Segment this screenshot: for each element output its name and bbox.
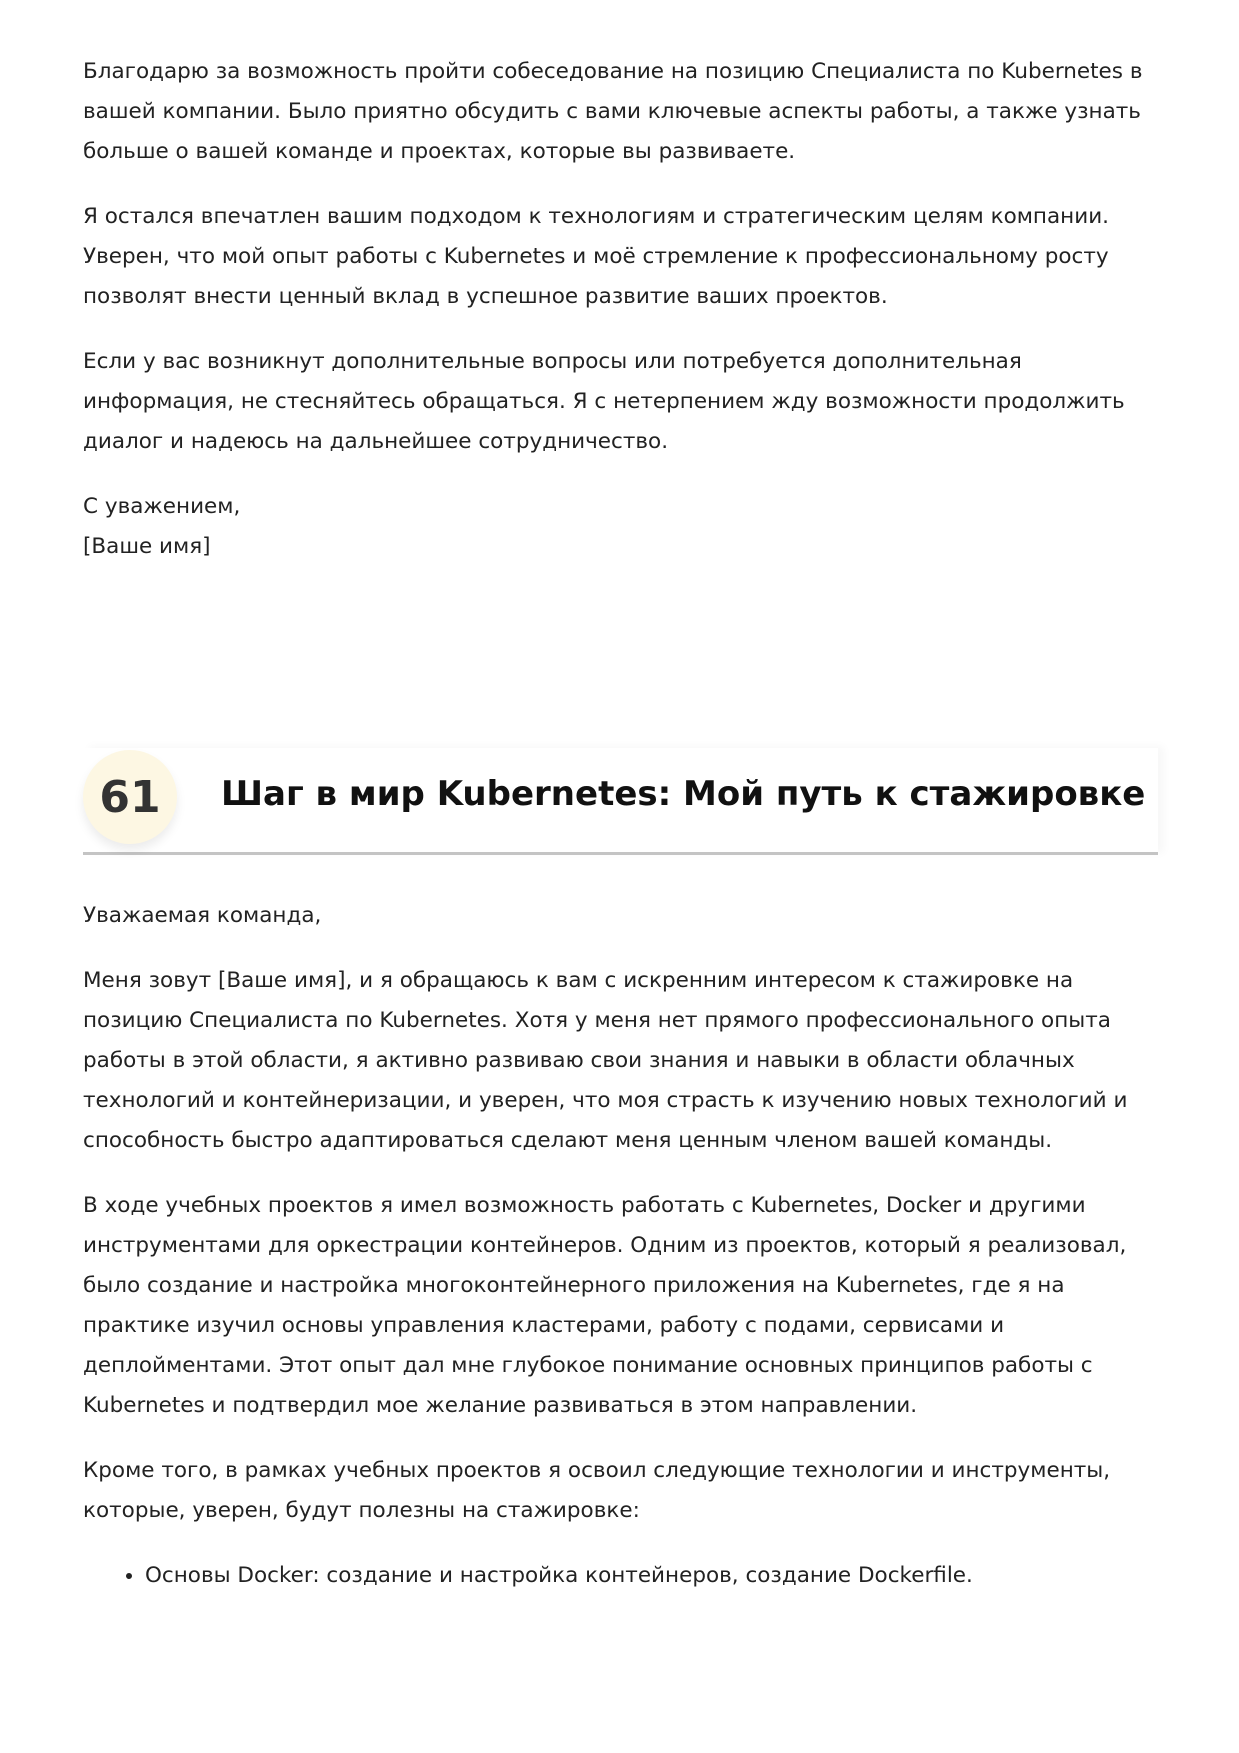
paragraph: Я остался впечатлен вашим подходом к технологиям и стратегическим целям компании. Уверен, что мой опыт работы с Kubernetes и моё стремление к профессиональному росту позволят внести ценный вклад в успешное развитие ваших проектов. <box>83 204 1110 309</box>
signature: [Ваше имя] <box>83 534 211 559</box>
paragraph: Благодарю за возможность пройти собеседование на позицию Специалиста по Kubernetes в вашей компании. Было приятно обсудить с вами ключевые аспекты работы, а также узнать больше о вашей команде и проектах, которые вы развиваете. <box>83 59 1143 164</box>
list-item: • Основы Docker: создание и настройка контейнеров, создание Dockerfile. <box>145 1556 1163 1596</box>
greeting: Уважаемая команда, <box>83 903 322 928</box>
closing: С уважением, <box>83 494 241 519</box>
previous-letter <box>83 52 1163 567</box>
paragraph: Если у вас возникнут дополнительные вопросы или потребуется дополнительная информация, не стесняйтесь обращаться. Я с нетерпением жду возможности продолжить диалог и надеюсь на дальнейшее сотрудничество. <box>83 349 1125 454</box>
paragraph: Меня зовут [Ваше имя], и я обращаюсь к вам с искренним интересом к стажировке на позицию Специалиста по Kubernetes. Хотя у меня нет прямого профессионального опыта работы в этой области, я активно развиваю свои знания и навыки в области облачных технологий и контейнеризации, и уверен, что моя страсть к изучению новых технологий и способность быстро адаптироваться сделают меня ценным членом вашей команды. <box>83 968 1128 1153</box>
section-number-badge: 61 <box>83 750 177 844</box>
paragraph: В ходе учебных проектов я имел возможность работать с Kubernetes, Docker и другими инструментами для оркестрации контейнеров. Одним из проектов, который я реализовал, было создание и настройка многоконтейнерного приложения на Kubernetes, где я на практике изучил основы управления кластерами, работу с подами, сервисами и деплойментами. Этот опыт дал мне глубокое понимание основных принципов работы с Kubernetes и подтвердил мое желание развиваться в этом направлении. <box>83 1193 1127 1418</box>
skills-list <box>83 1556 1163 1596</box>
section-header <box>83 748 1158 855</box>
section-title: Шаг в мир Kubernetes: Мой путь к стажировке <box>221 774 1146 814</box>
paragraph: Кроме того, в рамках учебных проектов я освоил следующие технологии и инструменты, которые, уверен, будут полезны на стажировке: <box>83 1458 1111 1523</box>
section-body <box>83 896 1163 1596</box>
